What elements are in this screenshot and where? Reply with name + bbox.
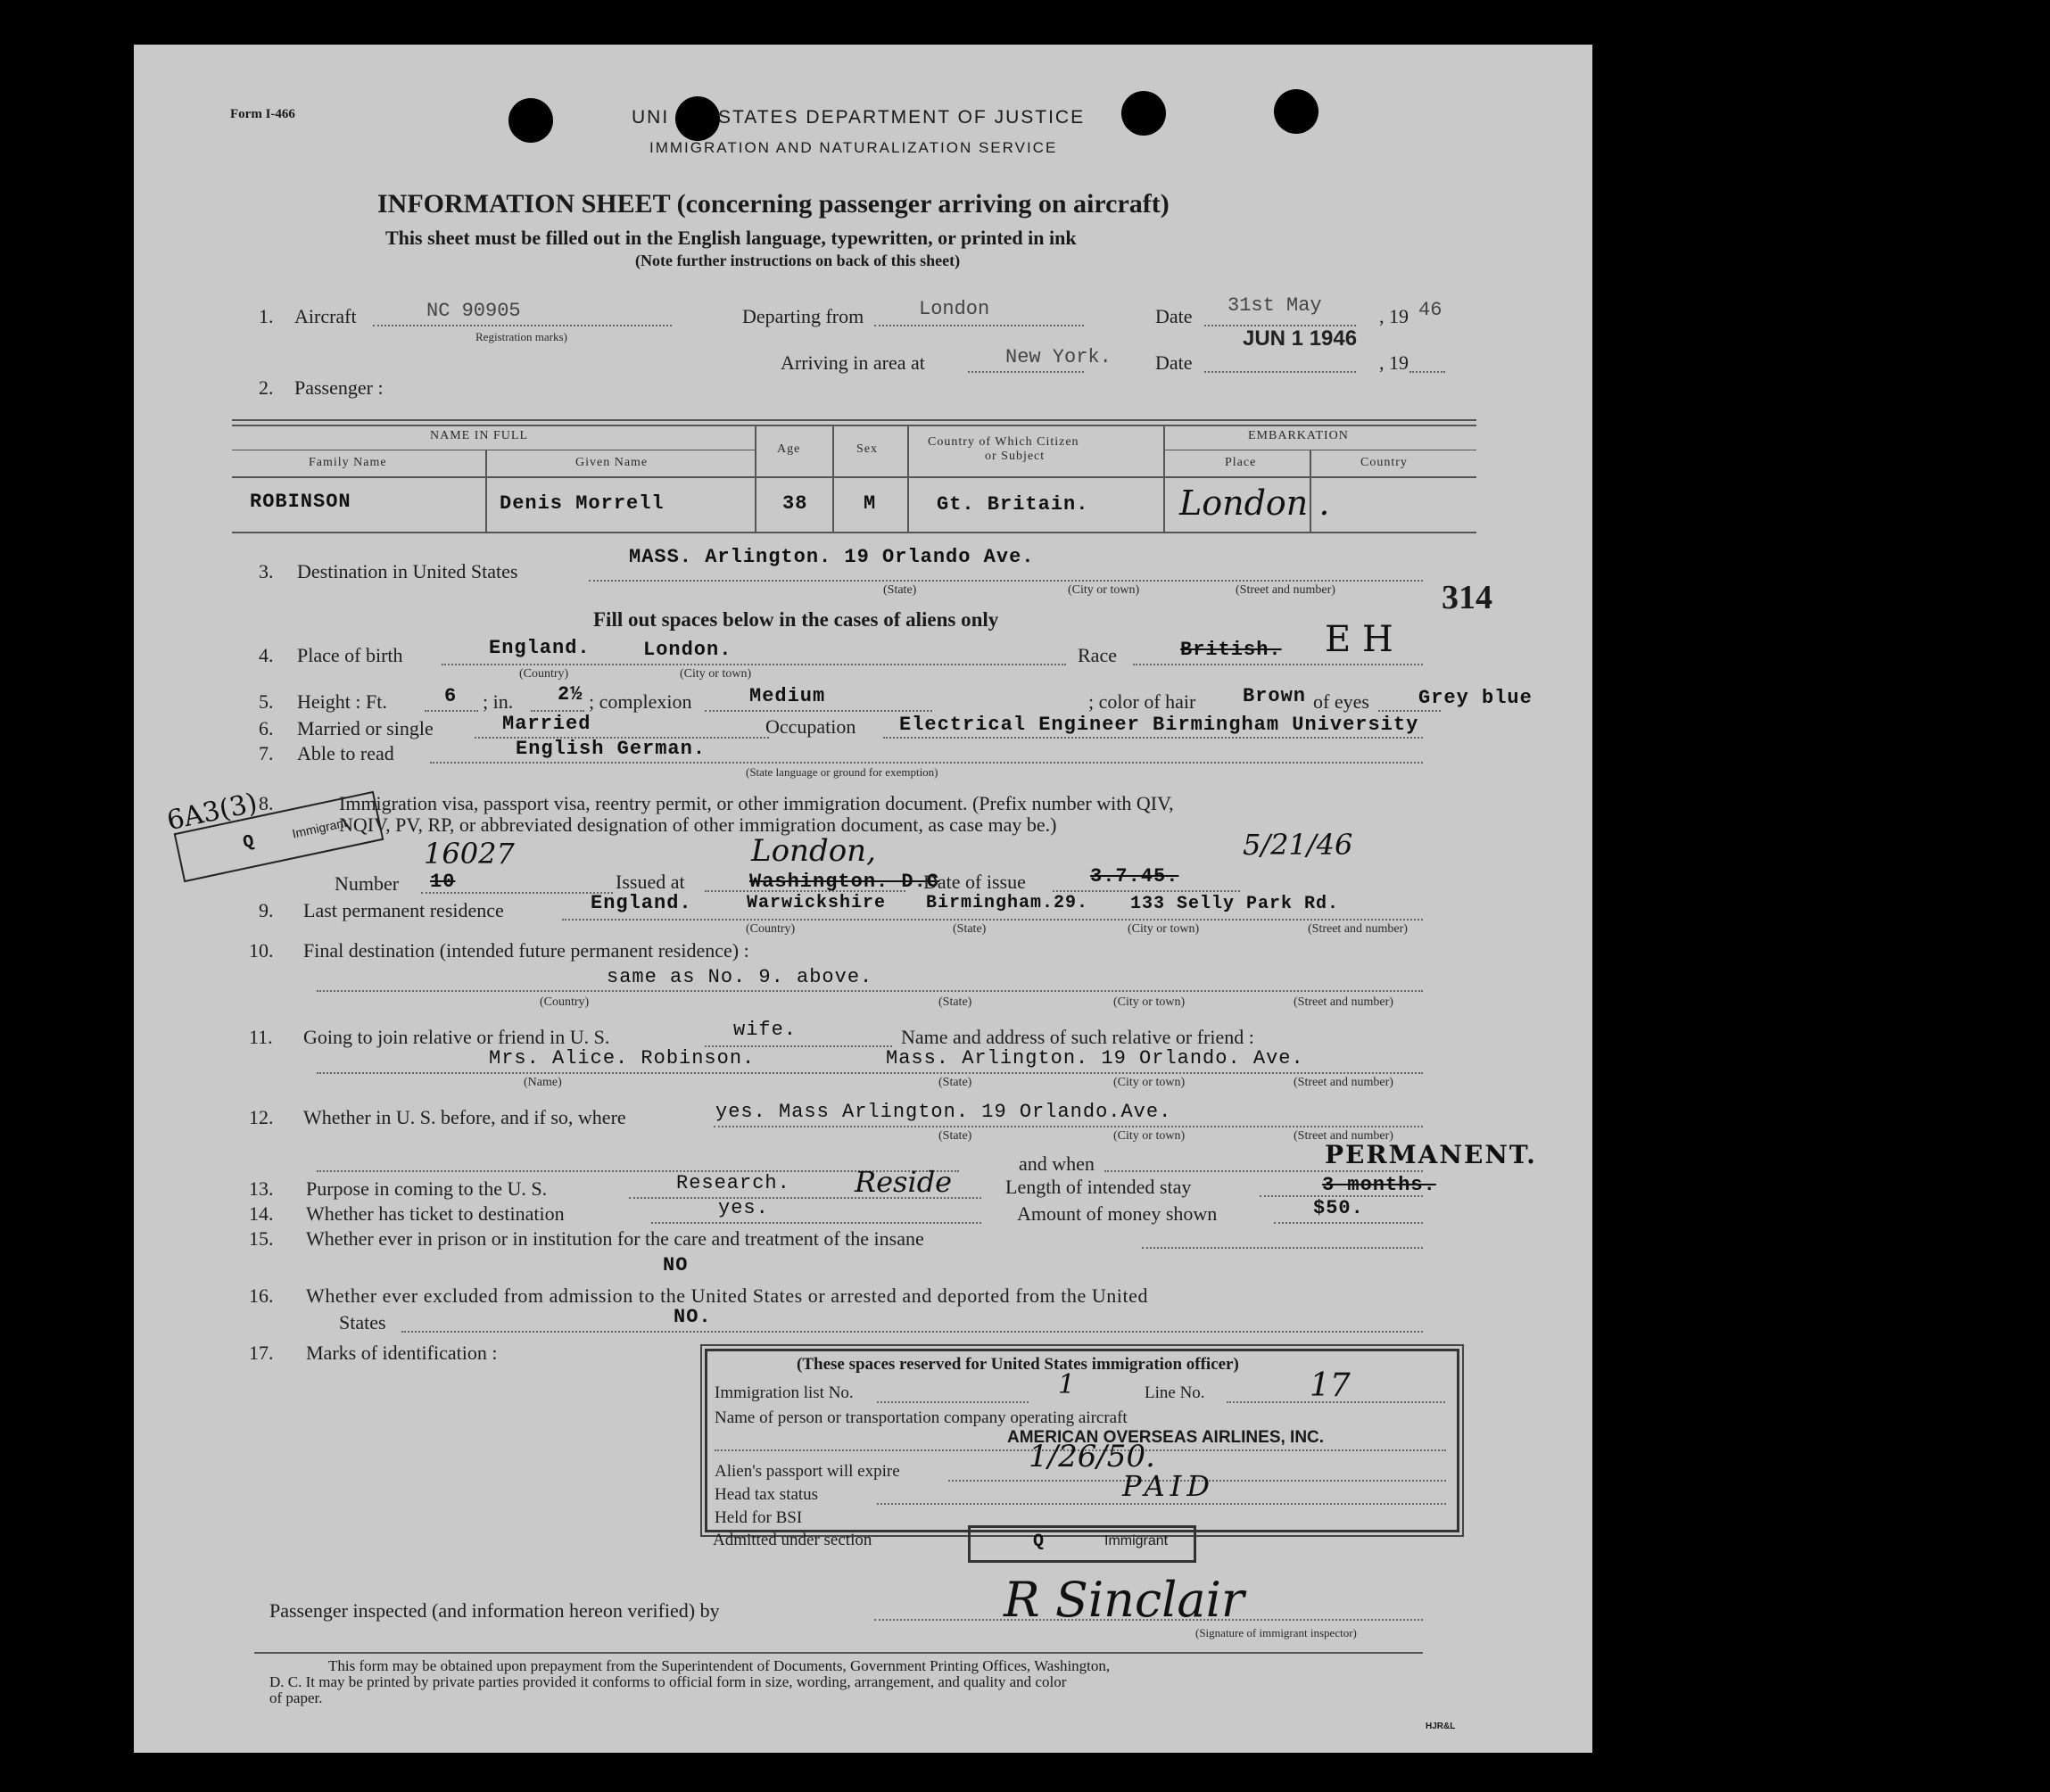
date-value: 31st May <box>1228 294 1322 317</box>
head-tax-value: PAID <box>1122 1469 1215 1503</box>
doc-number-struck: 10 <box>430 871 456 893</box>
company-value: AMERICAN OVERSEAS AIRLINES, INC. <box>1007 1428 1325 1447</box>
aircraft-value: NC 90905 <box>426 300 521 322</box>
birth-city-value: London. <box>643 639 732 661</box>
form-title: INFORMATION SHEET (concerning passenger arriving on aircraft) <box>377 189 1170 219</box>
stay-struck: 3 months. <box>1322 1174 1436 1196</box>
read-value: English German. <box>516 738 707 760</box>
money-line <box>1274 1222 1423 1224</box>
residence-street: 133 Selly Park Rd. <box>1130 894 1340 914</box>
complexion-value: Medium <box>749 685 826 707</box>
issue-date-handwritten: 5/21/46 <box>1243 828 1353 862</box>
date2-line <box>1204 371 1356 373</box>
relative-city-caption: (City or town) <box>1113 1076 1186 1089</box>
height-in-line <box>531 710 584 712</box>
family-name-header: Family Name <box>309 456 387 469</box>
officer-box <box>705 1349 1459 1532</box>
embark-country-header: Country <box>1360 456 1408 469</box>
before-when-line-2 <box>1104 1170 1423 1172</box>
stay-handwritten: PERMANENT. <box>1325 1140 1537 1169</box>
table-col-divider <box>485 450 487 533</box>
punch-hole <box>675 96 720 141</box>
sex-value: M <box>864 492 877 515</box>
race-value: British. <box>1180 639 1282 661</box>
admitted-class: Q <box>1033 1532 1046 1552</box>
citizen-header-2: or Subject <box>985 450 1046 463</box>
item-1-number: 1. <box>259 305 274 327</box>
date2-year-prefix: , 19 <box>1379 351 1409 374</box>
item-12-number: 12. <box>249 1106 274 1128</box>
embark-place-value: London . <box>1179 483 1330 523</box>
destination-state-caption: (State) <box>883 583 917 597</box>
race-handwritten: E H <box>1325 619 1393 660</box>
residence-street-caption: (Street and number) <box>1308 922 1408 936</box>
document-text-1: Immigration visa, passport visa, reentry permit, or other immigration document. (Prefix number with QIV, <box>339 792 1174 814</box>
doc-number-handwritten: 16027 <box>424 837 515 871</box>
registration-caption: Registration marks) <box>475 330 567 343</box>
visa-class-stamp <box>164 787 384 882</box>
join-relation: wife. <box>733 1019 798 1041</box>
departing-line <box>874 325 1084 326</box>
residence-city: Birmingham.29. <box>926 893 1089 913</box>
date2-label: Date <box>1155 351 1193 374</box>
prison-value: NO <box>663 1254 689 1276</box>
marks-label: Marks of identification : <box>306 1342 498 1364</box>
birth-country-value: England. <box>489 637 591 659</box>
money-value: $50. <box>1313 1197 1364 1219</box>
destination-value: MASS. Arlington. 19 Orlando Ave. <box>629 546 1035 568</box>
prison-line <box>1142 1247 1423 1249</box>
citizen-header-1: Country of Which Citizen <box>928 435 1079 449</box>
item-9-number: 9. <box>259 899 274 921</box>
table-col-divider <box>1163 426 1165 533</box>
item-2-number: 2. <box>259 376 274 399</box>
line-value: 17 <box>1310 1367 1351 1404</box>
residence-city-caption: (City or town) <box>1128 922 1200 936</box>
race-line <box>1133 664 1423 665</box>
destination-line <box>589 580 1423 582</box>
item-17-number: 17. <box>249 1342 274 1364</box>
table-col-divider <box>907 426 909 533</box>
occupation-value: Electrical Engineer Birmingham University <box>899 714 1419 736</box>
marital-label: Married or single <box>297 717 434 739</box>
bsi-label: Held for BSI <box>715 1508 803 1527</box>
item-7-number: 7. <box>259 742 274 764</box>
ticket-line <box>651 1222 981 1224</box>
final-state-caption: (State) <box>938 995 972 1009</box>
footer-text-2: D. C. It may be printed by private parties provided it conforms to official form in size, wording, arrangement, and quality and color <box>269 1673 1067 1690</box>
table-bottom-rule <box>232 532 1476 533</box>
arriving-value: New York. <box>1005 346 1112 368</box>
read-line <box>430 762 1423 764</box>
admitted-stamp <box>968 1525 1196 1563</box>
final-destination-line <box>317 990 1423 992</box>
destination-city-caption: (City or town) <box>1068 583 1140 597</box>
item-8-number: 8. <box>259 792 274 814</box>
residence-country-caption: (Country) <box>746 922 796 936</box>
relative-name-caption: (Name) <box>524 1076 562 1089</box>
aircraft-line <box>373 325 672 326</box>
family-name-value: ROBINSON <box>250 491 351 513</box>
name-in-full-header: NAME IN FULL <box>430 429 528 442</box>
footer-text-3: of paper. <box>269 1689 323 1706</box>
citizen-value: Gt. Britain. <box>937 493 1089 516</box>
eyes-line <box>1378 710 1441 712</box>
given-name-value: Denis Morrell <box>500 492 665 515</box>
birthplace-line <box>442 664 1066 665</box>
final-street-caption: (Street and number) <box>1294 995 1393 1009</box>
item-3-number: 3. <box>259 560 274 582</box>
list-line <box>877 1401 1029 1403</box>
relative-address: Mass. Arlington. 19 Orlando. Ave. <box>886 1047 1304 1069</box>
aircraft-label: Aircraft <box>294 305 357 327</box>
excluded-line <box>401 1331 1423 1333</box>
signature-caption: (Signature of immigrant inspector) <box>1195 1626 1357 1639</box>
place-header: Place <box>1225 456 1257 469</box>
stamp-class: Q <box>241 830 257 855</box>
residence-line <box>562 919 1423 921</box>
before-city-caption: (City or town) <box>1113 1129 1186 1143</box>
before-state-caption: (State) <box>938 1129 972 1143</box>
departing-value: London <box>919 298 990 320</box>
aliens-heading: Fill out spaces below in the cases of aliens only <box>593 608 999 631</box>
excluded-value: NO. <box>674 1306 712 1328</box>
stamp-section-code: 6A3(3) <box>164 787 260 838</box>
hair-value: Brown <box>1243 685 1307 707</box>
relative-state-caption: (State) <box>938 1076 972 1089</box>
relative-line <box>317 1072 1423 1074</box>
arrival-date-stamp: JUN 1 1946 <box>1243 326 1358 351</box>
before-line <box>714 1126 1423 1127</box>
item-4-number: 4. <box>259 644 274 666</box>
item-6-number: 6. <box>259 717 274 739</box>
height-ft-line <box>425 710 478 712</box>
stamp-word: Immigrant <box>290 815 349 841</box>
join-label: Going to join relative or friend in U. S. <box>303 1026 610 1048</box>
final-destination-value: same as No. 9. above. <box>607 966 873 988</box>
race-label: Race <box>1078 644 1117 666</box>
arriving-line <box>968 371 1084 373</box>
item-11-number: 11. <box>249 1026 273 1048</box>
passport-expire-value: 1/26/50. <box>1029 1439 1155 1474</box>
final-destination-label: Final destination (intended future permanent residence) : <box>303 939 749 962</box>
complexion-label: ; complexion <box>589 690 692 713</box>
read-caption: (State language or ground for exemption) <box>746 765 938 779</box>
form-page <box>134 45 1592 1753</box>
purpose-handwritten: Reside <box>855 1165 953 1199</box>
list-value: 1 <box>1058 1369 1076 1400</box>
birth-country-caption: (Country) <box>519 667 569 681</box>
stay-label: Length of intended stay <box>1005 1176 1192 1198</box>
item-16-number: 16. <box>249 1284 274 1307</box>
item-15-number: 15. <box>249 1227 274 1250</box>
occupation-label: Occupation <box>765 715 856 738</box>
service-line: IMMIGRATION AND NATURALIZATION SERVICE <box>649 139 1058 156</box>
excluded-label: Whether ever excluded from admission to the United States or arrested and deported from the United <box>306 1284 1148 1307</box>
table-top-rule <box>232 419 1476 421</box>
issue-date-label: Date of issue <box>923 871 1026 893</box>
sex-header: Sex <box>856 442 878 456</box>
relative-name: Mrs. Alice. Robinson. <box>489 1047 756 1069</box>
officer-box-heading: (These spaces reserved for United States immigration officer) <box>797 1355 1239 1374</box>
department-line-b: STATES DEPARTMENT OF JUSTICE <box>718 107 1086 128</box>
final-city-caption: (City or town) <box>1113 995 1186 1009</box>
given-name-header: Given Name <box>575 456 649 469</box>
residence-state: Warwickshire <box>747 893 887 913</box>
destination-street-caption: (Street and number) <box>1236 583 1335 597</box>
occupation-line <box>883 737 1423 739</box>
department-line-a: UNI <box>632 107 670 128</box>
marital-value: Married <box>502 713 591 735</box>
issue-date-struck: 3.7.45. <box>1090 865 1179 888</box>
relative-label: Name and address of such relative or friend : <box>901 1026 1254 1048</box>
issue-date-line <box>1053 890 1240 892</box>
item-10-number: 10. <box>249 939 274 962</box>
punch-hole <box>1121 91 1166 136</box>
table-col-divider <box>832 426 834 533</box>
date-label: Date <box>1155 305 1193 327</box>
departing-label: Departing from <box>742 305 864 327</box>
admitted-label: Admitted under section <box>713 1531 872 1549</box>
complexion-line <box>705 710 932 712</box>
ticket-label: Whether has ticket to destination <box>306 1202 565 1225</box>
file-number: 314 <box>1442 579 1492 616</box>
list-label: Immigration list No. <box>715 1383 854 1402</box>
passenger-label: Passenger : <box>294 376 384 399</box>
item-5-number: 5. <box>259 690 274 713</box>
residence-state-caption: (State) <box>953 922 987 936</box>
form-number: Form I-466 <box>230 107 295 121</box>
eyes-value: Grey blue <box>1418 687 1533 709</box>
final-country-caption: (Country) <box>540 995 590 1009</box>
head-tax-line <box>877 1503 1446 1505</box>
before-label: Whether in U. S. before, and if so, where <box>303 1106 626 1128</box>
item-14-number: 14. <box>249 1202 274 1225</box>
form-note: (Note further instructions on back of this sheet) <box>635 252 961 269</box>
eyes-label: of eyes <box>1313 690 1369 713</box>
hair-label: ; color of hair <box>1088 690 1196 713</box>
height-in-label: ; in. <box>483 690 514 713</box>
read-label: Able to read <box>297 742 394 764</box>
item-13-number: 13. <box>249 1177 274 1200</box>
printer-mark: HJR&L <box>1426 1722 1456 1731</box>
arriving-label: Arriving in area at <box>781 351 925 374</box>
residence-country: England. <box>591 892 692 914</box>
punch-hole <box>508 98 553 143</box>
inspector-signature: R Sinclair <box>1004 1572 1244 1628</box>
issued-handwritten: London, <box>751 833 876 869</box>
height-label: Height : Ft. <box>297 690 387 713</box>
doc-number-label: Number <box>335 872 400 895</box>
purpose-value: Research. <box>676 1172 790 1194</box>
issued-struck: Washington. D.C <box>749 871 940 893</box>
height-in-value: 2½ <box>558 683 583 706</box>
excluded-label-2: States <box>339 1311 386 1334</box>
table-header-bottom-rule <box>232 476 1476 478</box>
age-value: 38 <box>782 492 808 515</box>
date-year-prefix: , 19 <box>1379 305 1409 327</box>
purpose-label: Purpose in coming to the U. S. <box>306 1177 548 1200</box>
before-value: yes. Mass Arlington. 19 Orlando.Ave. <box>715 1101 1172 1123</box>
prison-label: Whether ever in prison or in institution for the care and treatment of the insane <box>306 1227 924 1250</box>
destination-label: Destination in United States <box>297 560 518 582</box>
relative-street-caption: (Street and number) <box>1294 1076 1393 1089</box>
table-col-divider <box>755 426 756 533</box>
date-year: 46 <box>1418 299 1442 321</box>
before-street-caption: (Street and number) <box>1294 1129 1393 1143</box>
residence-label: Last permanent residence <box>303 899 504 921</box>
inspection-label: Passenger inspected (and information hereon verified) by <box>269 1599 720 1622</box>
date2-year-line <box>1409 371 1445 373</box>
height-ft-value: 6 <box>444 685 458 707</box>
ticket-value: yes. <box>718 1197 769 1219</box>
admitted-word: Immigrant <box>1104 1533 1169 1548</box>
form-subtitle: This sheet must be filled out in the English language, typewritten, or printed in ink <box>385 227 1077 249</box>
table-top-rule-2 <box>232 425 1476 426</box>
head-tax-label: Head tax status <box>715 1485 819 1504</box>
birthplace-label: Place of birth <box>297 644 403 666</box>
issued-label: Issued at <box>616 871 685 893</box>
footer-text-1: This form may be obtained upon prepayment from the Superintendent of Documents, Government Printing Offices, Washington, <box>328 1657 1111 1674</box>
age-header: Age <box>777 442 801 456</box>
line-label: Line No. <box>1145 1383 1205 1402</box>
passport-expire-label: Alien's passport will expire <box>715 1462 900 1481</box>
embarkation-header: EMBARKATION <box>1248 429 1349 442</box>
money-label: Amount of money shown <box>1017 1202 1218 1225</box>
when-label: and when <box>1019 1152 1095 1175</box>
footer-rule <box>254 1652 1423 1654</box>
company-label: Name of person or transportation company operating aircraft <box>715 1408 1128 1427</box>
birth-city-caption: (City or town) <box>680 667 752 681</box>
document-text-2: NQIV, PV, RP, or abbreviated designation of other immigration document, as case may be.) <box>339 813 1057 836</box>
punch-hole <box>1274 89 1318 134</box>
